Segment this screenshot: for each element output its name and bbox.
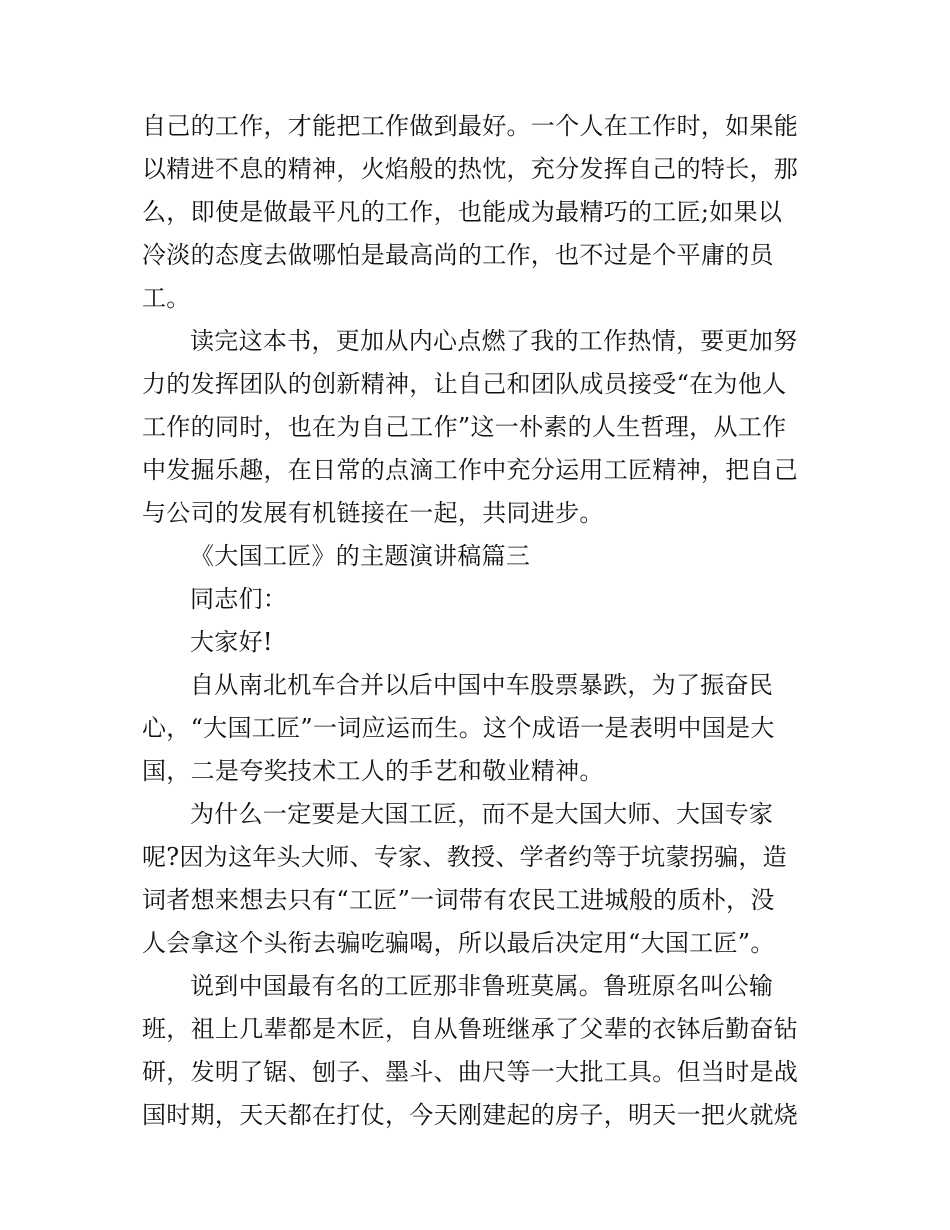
salutation: 同志们：	[190, 585, 288, 613]
paragraph-start: 说到中国最有名的工匠那非鲁班莫属。鲁班原名叫公输	[190, 972, 774, 1000]
text-line: 国，二是夸奖技术工人的手艺和敬业精神。	[142, 757, 604, 785]
text-line: 呢?因为这年头大师、专家、教授、学者约等于坑蒙拐骗，造	[142, 843, 787, 871]
text-line: 工作的同时，也在为自己工作”这一朴素的人生哲理，从工作	[142, 413, 787, 441]
section-heading: 《大国工匠》的主题演讲稿篇三	[190, 542, 531, 570]
text-line: 自己的工作，才能把工作做到最好。一个人在工作时，如果能	[142, 112, 799, 140]
text-line: 心，“大国工匠”一词应运而生。这个成语一是表明中国是大	[142, 714, 775, 742]
text-line: 力的发挥团队的创新精神，让自己和团队成员接受“在为他人	[142, 370, 787, 398]
paragraph-start: 读完这本书，更加从内心点燃了我的工作热情，要更加努	[190, 327, 798, 355]
paragraph-start: 自从南北机车合并以后中国中车股票暴跌，为了振奋民	[190, 671, 774, 699]
text-line: 国时期，天天都在打仗，今天刚建起的房子，明天一把火就烧	[142, 1101, 799, 1129]
text-line: 冷淡的态度去做哪怕是最高尚的工作，也不过是个平庸的员	[142, 241, 774, 269]
text-line: 以精进不息的精神，火焰般的热忱，充分发挥自己的特长，那	[142, 155, 799, 183]
text-line: 工。	[142, 284, 191, 312]
text-line: 与公司的发展有机链接在一起，共同进步。	[142, 499, 604, 527]
greeting: 大家好!	[190, 628, 273, 656]
text-line: 班，祖上几辈都是木匠，自从鲁班继承了父辈的衣钵后勤奋钻	[142, 1015, 799, 1043]
text-line: 研，发明了锯、刨子、墨斗、曲尺等一大批工具。但当时是战	[142, 1058, 799, 1086]
text-line: 中发掘乐趣，在日常的点滴工作中充分运用工匠精神，把自己	[142, 456, 799, 484]
text-line: 么，即使是做最平凡的工作，也能成为最精巧的工匠;如果以	[142, 198, 783, 226]
text-line: 人会拿这个头衔去骗吃骗喝，所以最后决定用“大国工匠”。	[142, 929, 775, 957]
paragraph-start: 为什么一定要是大国工匠，而不是大国大师、大国专家	[190, 800, 774, 828]
text-line: 词者想来想去只有“工匠”一词带有农民工进城般的质朴，没	[142, 886, 775, 914]
